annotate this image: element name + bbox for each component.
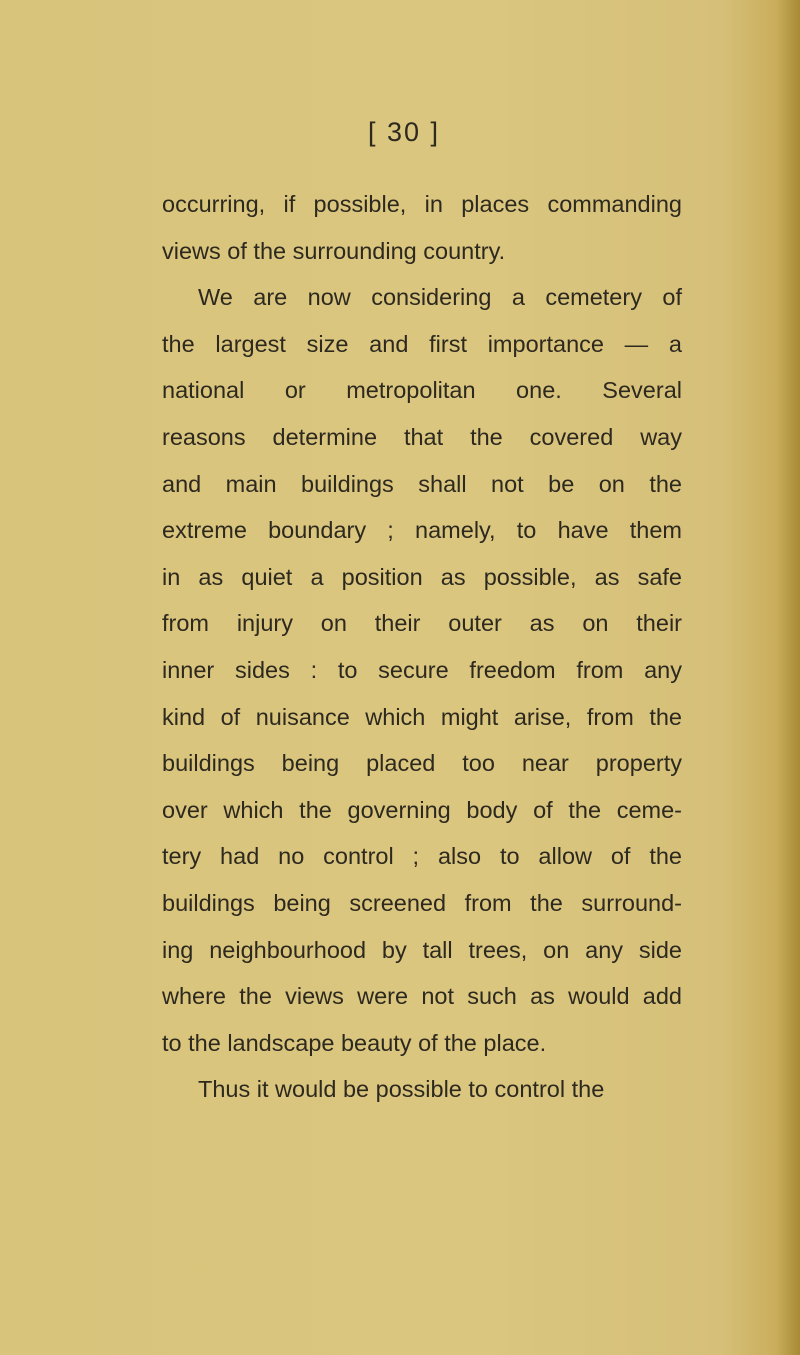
text-line: national or metropolitan one. Several [162,377,682,404]
text-line: reasons determine that the covered way [162,423,682,450]
text-line: buildings being placed too near property [162,750,682,777]
text-line: ing neighbourhood by tall trees, on any side [162,936,682,963]
text-line: views of the surrounding country. [162,237,506,264]
text-line: tery had no control ; also to allow of the [162,843,682,870]
text-line: occurring, if possible, in places commanding [162,191,682,217]
text-line: extreme boundary ; namely, to have them [162,517,682,544]
text-line: where the views were not such as would add [162,983,682,1010]
text-line: and main buildings shall not be on the [162,470,682,497]
text-line: We are now considering a cemetery of [198,284,682,311]
text-line: to the landscape beauty of the place. [162,1029,547,1056]
page-number: [ 30 ] [368,117,441,147]
text-line: kind of nuisance which might arise, from the [162,703,682,730]
text-line: the largest size and first importance — a [162,330,682,357]
text-line: Thus it would be possible to control the [198,1076,605,1103]
text-line: in as quiet a position as possible, as safe [162,563,682,590]
text-line: over which the governing body of the ceme- [162,796,682,823]
text-line: buildings being screened from the surround- [162,889,682,916]
body-text [162,182,682,1114]
text-line: inner sides : to secure freedom from any [162,656,682,683]
text-line: from injury on their outer as on their [162,610,682,637]
